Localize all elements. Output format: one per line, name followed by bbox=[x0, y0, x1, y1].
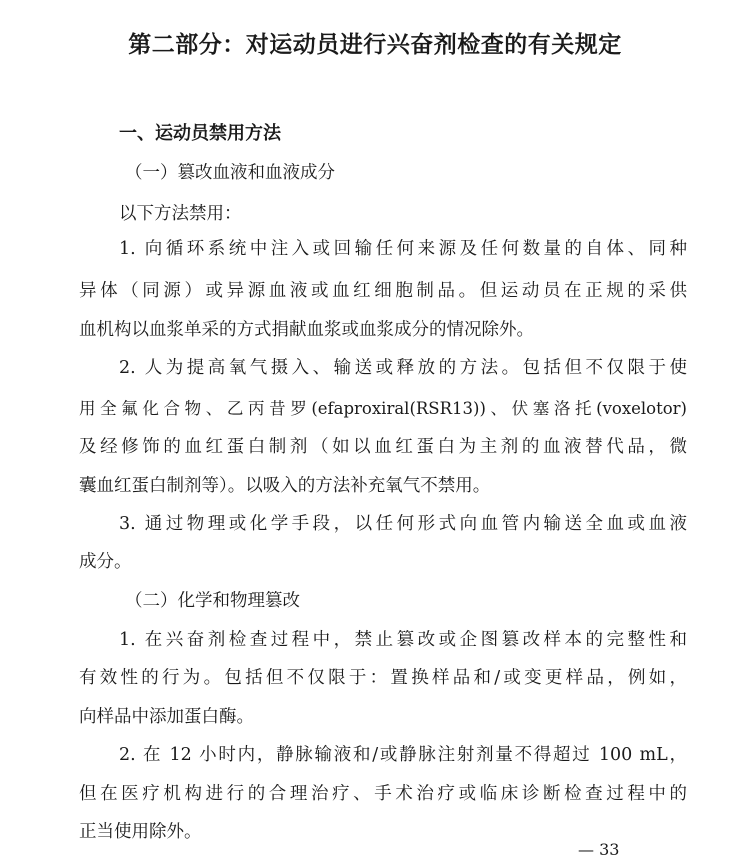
page-title: 第二部分：对运动员进行兴奋剂检查的有关规定 bbox=[128, 32, 622, 58]
subsection-heading-blood-manipulation: （一）篡改血液和血液成分 bbox=[125, 163, 335, 183]
paragraph-sub2-item2-line3: 正当使用除外。 bbox=[79, 822, 202, 842]
paragraph-item3-line2: 成分。 bbox=[79, 552, 132, 572]
paragraph-item2-line2: 用全氟化合物、乙丙昔罗(efaproxiral(RSR13))、伏塞洛托(voxelotor) bbox=[79, 399, 687, 418]
paragraph-item3-line1: 3. 通过物理或化学手段，以任何形式向血管内输送全血或血液 bbox=[119, 514, 687, 534]
subsection-heading-chemical-physical: （二）化学和物理篡改 bbox=[125, 591, 300, 611]
paragraph-item1-line3: 血机构以血浆单采的方式捐献血浆或血浆成分的情况除外。 bbox=[79, 320, 534, 340]
paragraph-item2-line3: 及经修饰的血红蛋白制剂（如以血红蛋白为主剂的血液替代品，微 bbox=[79, 437, 687, 457]
paragraph-sub2-item2-line2: 但在医疗机构进行的合理治疗、手术治疗或临床诊断检查过程中的 bbox=[79, 784, 687, 804]
paragraph-sub2-item1-line3: 向样品中添加蛋白酶。 bbox=[79, 707, 254, 727]
paragraph-item2-line1: 2. 人为提高氧气摄入、输送或释放的方法。包括但不仅限于使 bbox=[119, 358, 687, 378]
paragraph-sub2-item2-line1: 2. 在 12 小时内，静脉输液和/或静脉注射剂量不得超过 100 mL， bbox=[119, 745, 687, 765]
paragraph-intro: 以下方法禁用： bbox=[119, 204, 242, 224]
paragraph-item1-line2: 异体（同源）或异源血液或血红细胞制品。但运动员在正规的采供 bbox=[79, 281, 687, 301]
paragraph-item1-line1: 1. 向循环系统中注入或回输任何来源及任何数量的自体、同种 bbox=[119, 239, 687, 259]
paragraph-sub2-item1-line1: 1. 在兴奋剂检查过程中，禁止篡改或企图篡改样本的完整性和 bbox=[119, 630, 687, 650]
section-heading-prohibited-methods: 一、运动员禁用方法 bbox=[119, 123, 281, 144]
paragraph-sub2-item1-line2: 有效性的行为。包括但不仅限于：置换样品和/或变更样品，例如， bbox=[79, 668, 687, 688]
page-number: — 33 bbox=[578, 840, 620, 859]
paragraph-item2-line4: 囊血红蛋白制剂等）。以吸入的方法补充氧气不禁用。 bbox=[79, 476, 491, 496]
